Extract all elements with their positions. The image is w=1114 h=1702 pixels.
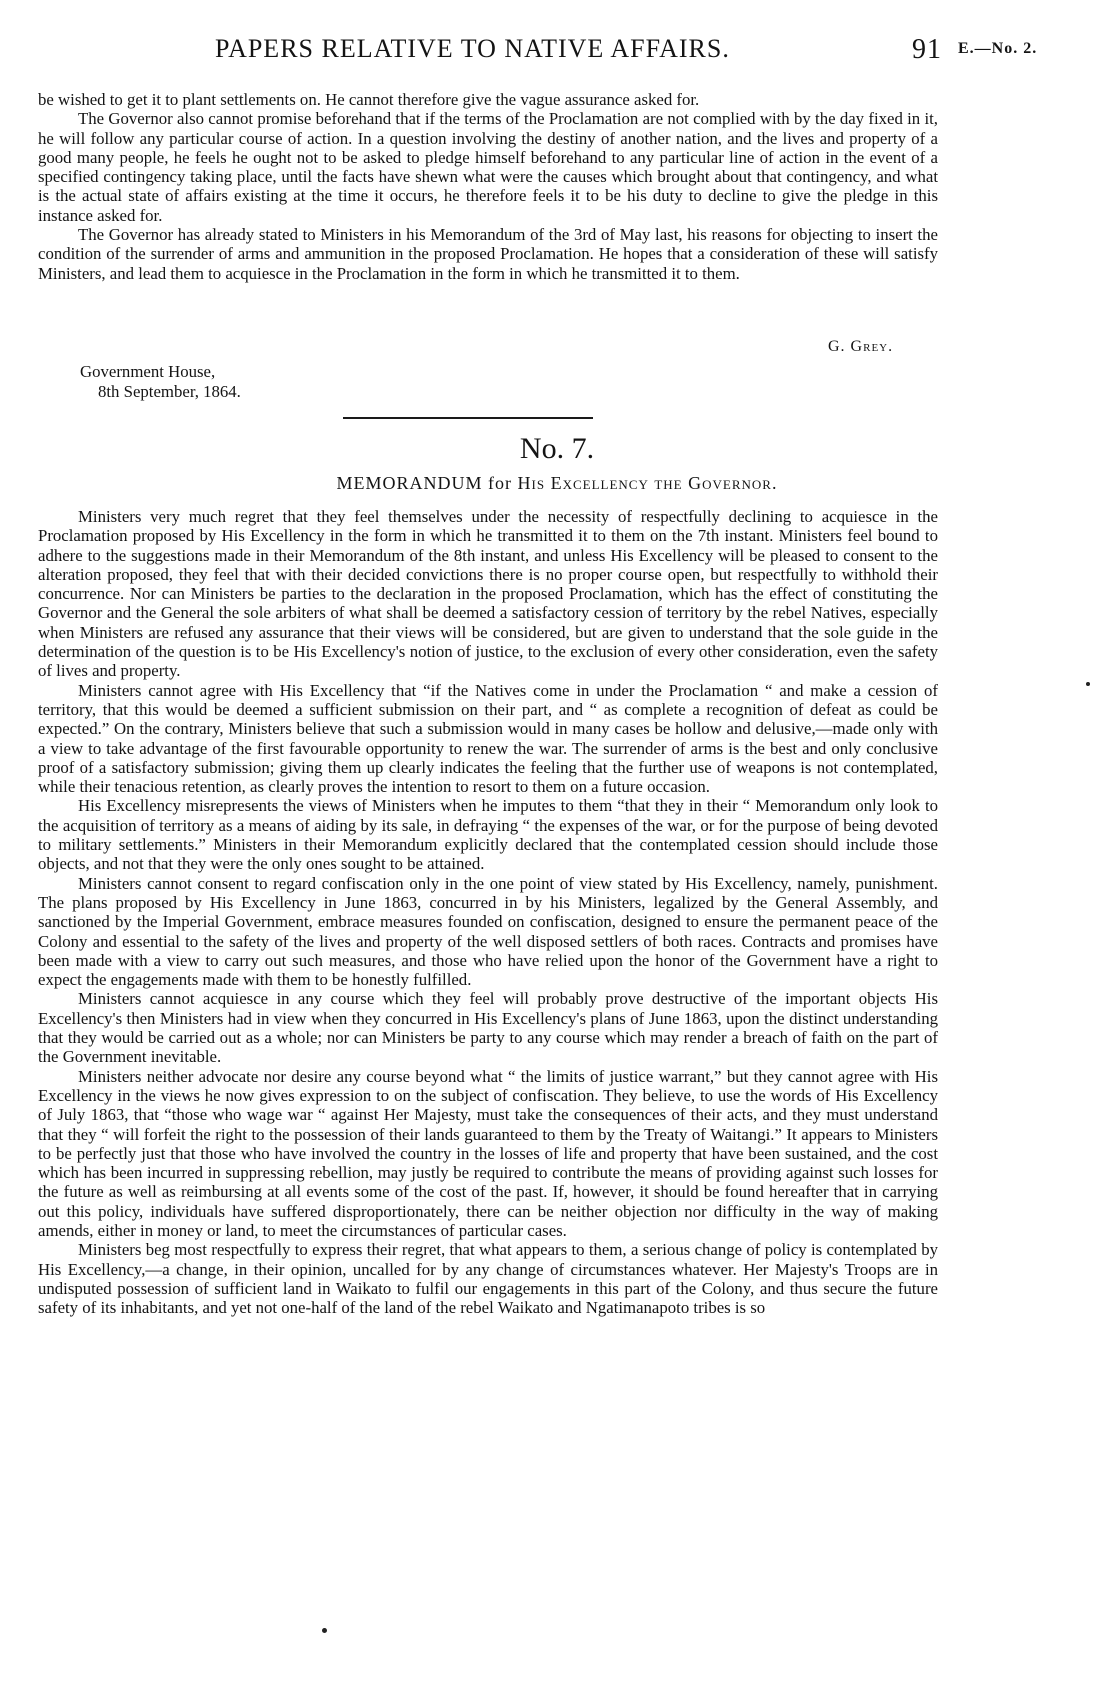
- document-reference: E.—No. 2.: [958, 40, 1038, 57]
- paragraph: Ministers cannot consent to regard confiscation only in the one point of view stated by His Excellency, namely, punishment. The plans proposed by His Excellency in June 1863, concurred in by his Ministers, legalized by the General Assembly, and sanctioned by the Imperial Government, embrace measures founded on confiscation, designed to ensure the permanent peace of the Colony and essential to the safety of the lives and property of the well disposed settlers of both races. Contracts and promises have been made with a view to carry out such measures, and those who have relied upon the honor of the Government have a right to expect the engagements made with them to be honestly fulfilled.: [38, 873, 938, 990]
- memo-heading: [0, 473, 1114, 494]
- paragraph: be wished to get it to plant settlements on. He cannot therefore give the vague assurance asked for.: [38, 90, 700, 109]
- paragraph: Ministers beg most respectfully to express their regret, that what appears to them, a serious change of policy is contemplated by His Excellency,—a change, in their opinion, uncalled for by any change of circumstances whatever. Her Majesty's Troops are in undisputed possession of sufficient land in Waikato to fulfil our engagements in this part of the Colony, and thus secure the future safety of its inhabitants, and yet not one-half of the land of the rebel Waikato and Ngatimanapoto tribes is so: [38, 1240, 938, 1318]
- paragraph: Ministers cannot acquiesce in any course which they feel will probably prove destructive of the important objects His Excellency's then Ministers had in view when they concurred in His Excellency's plans of June 1863, upon the distinct understanding that they would be carried out as a whole; nor can Ministers be party to any course which may render a breach of faith on the part of the Government inevitable.: [38, 989, 938, 1067]
- paragraph: The Governor also cannot promise beforehand that if the terms of the Proclamation are not complied with by the day fixed in it, he will follow any particular course of action. In a question involving the destiny of another nation, and the lives and property of a good many people, he feels he ought not to be asked to pledge himself beforehand to any particular line of action in the event of a specified contingency taking place, until the facts have shewn what were the causes which brought about that contingency, and what is the actual state of affairs existing at the time it occurs, he therefore feels it to be his duty to decline to give the pledge in this instance asked for.: [38, 109, 938, 225]
- paragraph: Ministers neither advocate nor desire any course beyond what “ the limits of justice warrant,” but they cannot agree with His Excellency in the views he now gives expression to on the subject of confiscation. They believe, to use the words of His Excellency of July 1863, that “those who wage war “ against Her Majesty, must take the consequences of their acts, and they must understand that they “ will forfeit the right to the possession of their lands guaranteed to them by the Treaty of Waitangi.” It appears to Ministers to be perfectly just that those who have involved the country in the losses of life and property that have been sustained, and the cost which has been incurred in suppressing rebellion, may justly be required to contribute the means of providing against such losses for the future as well as reimbursing at all events some of the cost of the past. If, however, it should be found hereafter that in carrying out this policy, individuals have suffered disproportionately, there can be neither objection nor difficulty in the way of making amends, either in money or land, to meet the circumstances of particular cases.: [38, 1066, 938, 1240]
- print-speck: [322, 1628, 327, 1633]
- intro-text: [38, 90, 938, 283]
- section-divider: [343, 417, 593, 419]
- paragraph: Ministers very much regret that they feel themselves under the necessity of respectfully declining to acquiesce in the Proclamation proposed by His Excellency in the form in which he transmitted it to them on the 7th instant. Ministers feel bound to adhere to the suggestions made in their Memorandum of the 8th instant, and unless His Excellency will be pleased to consent to the alteration proposed, they feel that with their decided convictions there is no proper course open, but respectfully to withhold their concurrence. Nor can Ministers be parties to the declaration in the proposed Proclamation, which has the effect of constituting the Governor and the General the sole arbiters of what shall be deemed a satisfactory cession of territory by the rebel Natives, especially when Ministers are refused any assurance that their views will be considered, but are given to understand that the sole guide in the determination of the question is to be His Excellency's notion of justice, to the exclusion of every other consideration, even the safety of lives and property.: [38, 507, 938, 681]
- memo-heading-addressee: His Excellency the Governor.: [517, 473, 778, 493]
- signature: G. Grey.: [828, 338, 894, 355]
- page-number: 91: [912, 34, 942, 65]
- running-title: PAPERS RELATIVE TO NATIVE AFFAIRS.: [215, 34, 730, 63]
- place: Government House,: [80, 362, 216, 381]
- print-speck: [1086, 682, 1090, 686]
- dateline: [80, 362, 241, 402]
- date: 8th September, 1864.: [98, 382, 241, 401]
- paragraph: The Governor has already stated to Ministers in his Memorandum of the 3rd of May last, his reasons for objecting to insert the condition of the surrender of arms and ammunition in the proposed Proclamation. He hopes that a consideration of these will satisfy Ministers, and lead them to acquiesce in the Proclamation in the form in which he transmitted it to them.: [38, 225, 938, 283]
- memo-heading-main: MEMORANDUM for: [336, 473, 513, 493]
- section-number: No. 7.: [519, 432, 595, 465]
- paragraph: His Excellency misrepresents the views of Ministers when he imputes to them “that they in their “ Memorandum only look to the acquisition of territory as a means of aiding by its sale, in defraying “ the expenses of the war, or for the purpose of being devoted to military settlements.” Ministers in their Memorandum explicitly declared that the contemplated cession should include those objects, and not that they were the only ones sought to be attained.: [38, 796, 938, 874]
- page-header: [0, 34, 1114, 74]
- memo-text: [38, 507, 938, 1317]
- paragraph: Ministers cannot agree with His Excellency that “if the Natives come in under the Proclamation “ and make a cession of territory, that this would be deemed a sufficient submission on their part, and “ as complete a recognition of defeat as could be expected.” On the contrary, Ministers believe that such a submission would in many cases be hollow and delusive,—made only with a view to take advantage of the first favourable opportunity to renew the war. The surrender of arms is the best and only conclusive proof of a satisfactory submission; giving them up clearly indicates the feeling that the further use of weapons is not contemplated, while their tenacious retention, as clearly proves the intention to resort to them on a future occasion.: [38, 680, 938, 797]
